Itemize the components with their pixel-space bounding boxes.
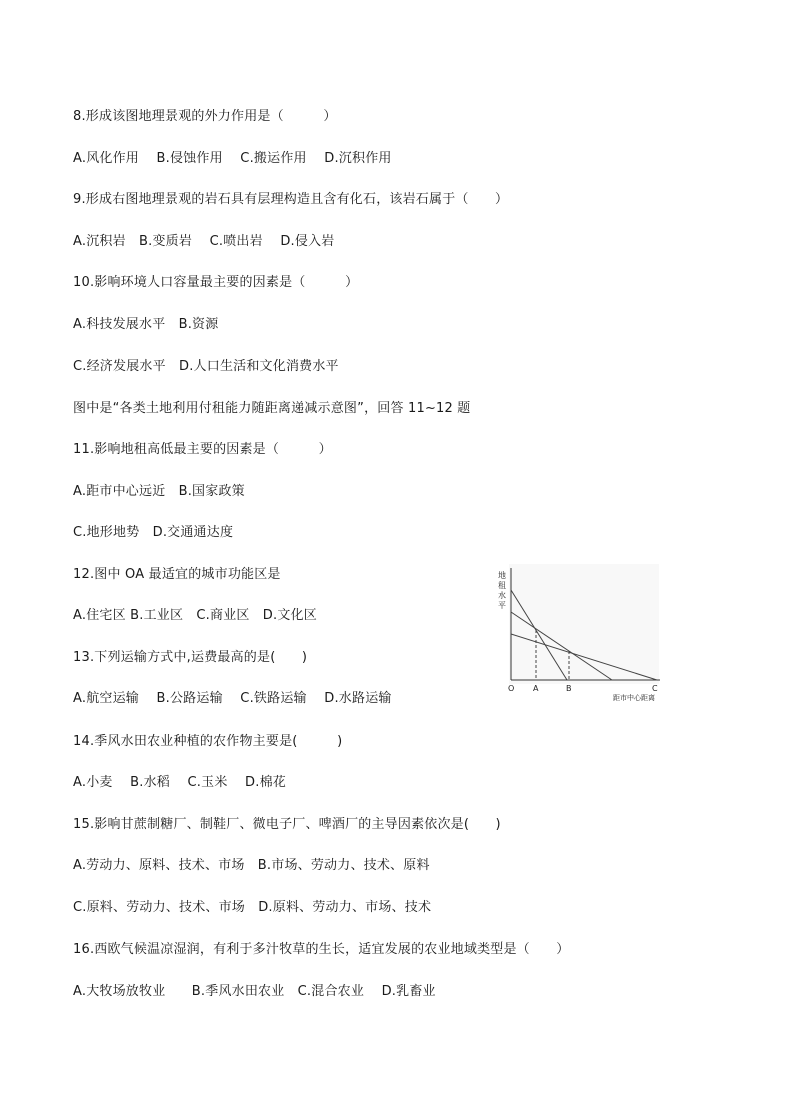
q8-stem: 8.形成该图地理景观的外力作用是（ ） xyxy=(73,109,337,124)
svg-text:地: 地 xyxy=(498,571,506,580)
y-axis-label xyxy=(498,570,506,610)
q11-options-cd: C.地形地势 D.交通通达度 xyxy=(73,525,234,540)
q15-options-cd: C.原料、劳动力、技术、市场 D.原料、劳动力、市场、技术 xyxy=(73,900,432,915)
q12-stem: 12.图中 OA 最适宜的城市功能区是 xyxy=(73,567,281,582)
svg-text:租: 租 xyxy=(498,581,506,590)
q13-options: A.航空运输 B.公路运输 C.铁路运输 D.水路运输 xyxy=(73,691,392,706)
q15-options-ab: A.劳动力、原料、技术、市场 B.市场、劳动力、技术、原料 xyxy=(73,858,430,873)
q14-stem: 14.季风水田农业种植的农作物主要是( ) xyxy=(73,734,343,749)
svg-text:水: 水 xyxy=(498,591,506,600)
point-b-label: B xyxy=(566,684,572,693)
x-axis-label: 距市中心距离 xyxy=(613,694,655,702)
q9-stem: 9.形成右图地理景观的岩石具有层理构造且含有化石，该岩石属于（ ） xyxy=(73,192,509,207)
q8-options: A.风化作用 B.侵蚀作用 C.搬运作用 D.沉积作用 xyxy=(73,151,392,166)
q16-stem: 16.西欧气候温凉湿润，有利于多汁牧草的生长，适宜发展的农业地域类型是（ ） xyxy=(73,942,570,957)
q16-options: A.大牧场放牧业 B.季风水田农业 C.混合农业 D.乳畜业 xyxy=(73,984,436,999)
point-a-label: A xyxy=(533,684,539,693)
q10-stem: 10.影响环境人口容量最主要的因素是（ ） xyxy=(73,275,359,290)
q10-options-ab: A.科技发展水平 B.资源 xyxy=(73,317,219,332)
q12-options: A.住宅区 B.工业区 C.商业区 D.文化区 xyxy=(73,608,317,623)
origin-label: O xyxy=(508,684,515,693)
q11-12-intro: 图中是“各类土地利用付租能力随距离递减示意图”，回答 11~12 题 xyxy=(73,401,471,416)
figure-background xyxy=(509,564,659,684)
q13-stem: 13.下列运输方式中,运费最高的是( ) xyxy=(73,650,308,665)
q11-options-ab: A.距市中心远近 B.国家政策 xyxy=(73,484,245,499)
q10-options-cd: C.经济发展水平 D.人口生活和文化消费水平 xyxy=(73,359,339,374)
q15-stem: 15.影响甘蔗制糖厂、制鞋厂、微电子厂、啤酒厂的主导因素依次是( ) xyxy=(73,817,501,832)
rent-distance-figure xyxy=(495,560,670,705)
q11-stem: 11.影响地租高低最主要的因素是（ ） xyxy=(73,442,332,457)
q9-options: A.沉积岩 B.变质岩 C.喷出岩 D.侵入岩 xyxy=(73,234,335,249)
rent-distance-diagram xyxy=(495,560,670,705)
svg-text:平: 平 xyxy=(498,601,506,610)
point-c-label: C xyxy=(652,684,658,693)
q14-options: A.小麦 B.水稻 C.玉米 D.棉花 xyxy=(73,775,286,790)
